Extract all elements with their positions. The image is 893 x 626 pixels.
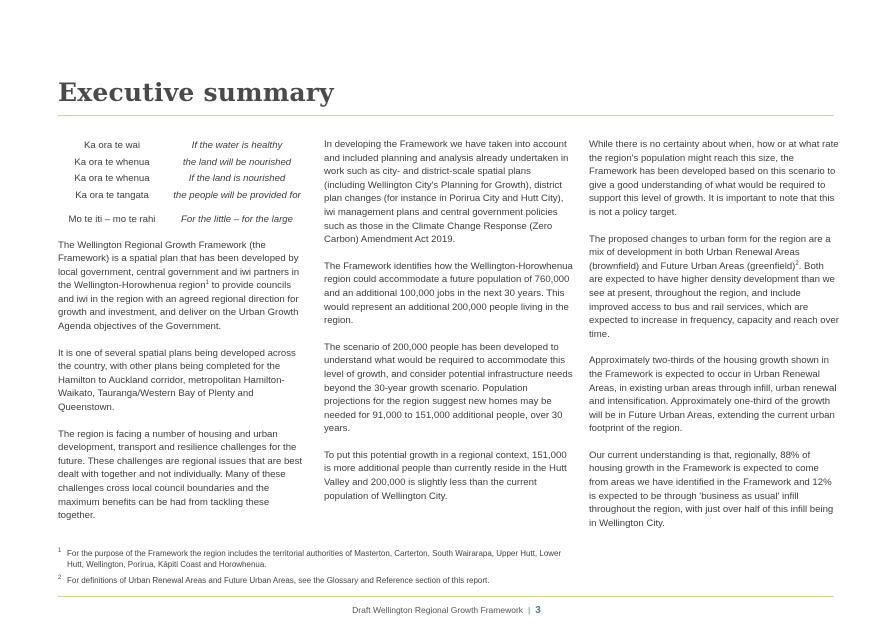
title-divider xyxy=(58,115,834,116)
paragraph-text: The Wellington Regional Growth Framework (the Framework) is a spatial plan that has been developed by local government, central government and iwi partners in the Wellington-Horowhenua region xyxy=(58,239,300,292)
page-number: 3 xyxy=(535,605,541,616)
proverb-line xyxy=(58,188,308,205)
body-paragraph: The Framework identifies how the Wellington-Horowhenua region could accommodate a future population of 760,000 and an additional 100,000 jobs in the next 30 years. This would represent an additional 200,000 people living in the region. xyxy=(324,260,573,327)
footer-separator: | xyxy=(528,605,531,615)
footnotes xyxy=(58,548,568,591)
proverb-maori: Mo te iti – mo te rahi xyxy=(68,214,156,226)
footnote xyxy=(58,575,568,586)
proverb-english: For the little – for the large xyxy=(181,214,293,226)
body-paragraph xyxy=(589,233,839,342)
proverb-line xyxy=(58,171,308,188)
footnote-ref[interactable]: 2 xyxy=(795,260,799,267)
page-footer xyxy=(0,605,893,616)
proverb-english: the land will be nourished xyxy=(182,156,292,168)
footnote-ref[interactable]: 1 xyxy=(205,280,209,287)
footnote-text: For definitions of Urban Renewal Areas and Future Urban Areas, see the Glossary and Reference section of this report. xyxy=(67,576,490,585)
column-3 xyxy=(589,138,839,543)
maori-proverb xyxy=(58,138,308,229)
proverb-line xyxy=(58,138,308,155)
proverb-maori: Ka ora te whenua xyxy=(74,156,150,168)
proverb-english: the people will be provided for xyxy=(173,189,301,201)
body-paragraph xyxy=(58,239,308,334)
body-paragraph: The region is facing a number of housing and urban development, transport and resilience challenges for the future. These challenges are regional issues that are best dealt with together and not individually. Many of these challenges cross local council boundaries and the maximum benefits can be had from tackling these together. xyxy=(58,428,303,522)
body-paragraph: Our current understanding is that, regionally, 88% of housing growth in the Framework is expected to come from areas we have identified in the Framework and 12% is expected to be through 'business as usual' infill throughout the region, with just over half of this infill being in Wellington City. xyxy=(589,449,834,529)
page-title: Executive summary xyxy=(58,78,334,107)
paragraph-text: The proposed changes to urban form for the region are a mix of development in both Urban Renewal Areas (brownfield) and Future Urban Areas (greenfield) xyxy=(589,233,831,272)
body-paragraph: It is one of several spatial plans being developed across the country, with other plans being completed for the Hamilton to Auckland corridor, metropolitan Hamilton-Waikato, Tauranga/Western Bay of Plenty and Queenstown. xyxy=(58,347,296,414)
paragraph-text: . Both are expected to have higher density development than we see at present, throughout the region, and include improved access to bus and rail services, which are expected to increase in frequency, capacity and reach over time. xyxy=(589,260,839,340)
proverb-maori: Ka ora te wai xyxy=(84,140,140,152)
proverb-english: If the land is nourished xyxy=(188,173,286,185)
proverb-line xyxy=(58,212,308,229)
footnote-number: 1 xyxy=(58,548,62,554)
footer-doc-title: Draft Wellington Regional Growth Framework xyxy=(352,605,524,615)
column-1 xyxy=(58,138,308,536)
paragraph-text: to provide councils and iwi in the region with an agreed regional direction for growth and investment, and deliver on the Urban Growth Agenda objectives of the Government. xyxy=(58,280,299,333)
footnote-text: For the purpose of the Framework the region includes the territorial authorities of Masterton, Carterton, South Wairarapa, Upper Hutt, Lower Hutt, Wellington, Porirua, Kāpiti Coast and Horowhenua. xyxy=(67,549,562,569)
proverb-maori: Ka ora te tangata xyxy=(75,189,149,201)
proverb-english: If the water is healthy xyxy=(191,140,283,152)
column-2 xyxy=(324,138,574,516)
footnote xyxy=(58,548,568,570)
proverb-line xyxy=(58,155,308,172)
footnote-number: 2 xyxy=(58,575,62,581)
body-paragraph: To put this potential growth in a regional context, 151,000 is more additional people than currently reside in the Hutt Valley and 200,000 is slightly less than the current population of Wellington City. xyxy=(324,449,567,502)
footer-divider xyxy=(58,596,834,597)
body-paragraph: In developing the Framework we have taken into account and included planning and analysis already undertaken in work such as city- and district-scale spatial plans (including Wellington City's Planning for Growth), district plan changes (for instance in Porirua City and Hutt City), iwi management plans and central government policies such as those in the Climate Change Response (Zero Carbon) Amendment Act 2019. xyxy=(324,139,569,246)
body-paragraph: Approximately two-thirds of the housing growth shown in the Framework is expected to occur in Urban Renewal Areas, in existing urban areas through infill, urban renewal and intensification. Approximately one-third of the growth will be in Future Urban Areas, extending the current urban footprint of the region. xyxy=(589,355,837,435)
proverb-maori: Ka ora te whenua xyxy=(74,173,150,185)
body-paragraph: The scenario of 200,000 people has been developed to understand what would be required to accommodate this level of growth, and consider potential infrastructure needs beyond the 30-year growth scenario. Population projections for the region suggest new homes may be needed for 91,000 to 151,000 additional people, over 30 years. xyxy=(324,341,573,435)
body-paragraph: While there is no certainty about when, how or at what rate the region's population might reach this size, the Framework has been developed based on this scenario to give a good understanding of what would be required to support this level of growth. It is important to note that this is not a policy target. xyxy=(589,139,839,218)
